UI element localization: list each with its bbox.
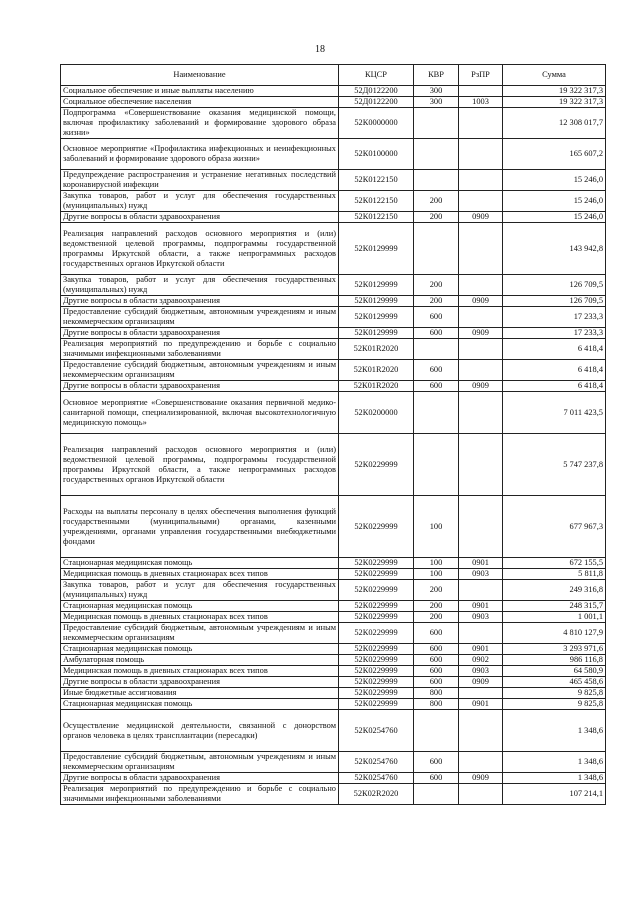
table-row	[61, 381, 606, 392]
table-row	[61, 275, 606, 296]
row-kvr: 600	[414, 307, 459, 328]
row-sum: 249 316,8	[503, 580, 606, 601]
row-name: Другие вопросы в области здравоохранения	[61, 212, 339, 223]
row-rzpr	[459, 339, 503, 360]
table-row	[61, 688, 606, 699]
row-kvr: 200	[414, 612, 459, 623]
table-row	[61, 223, 606, 275]
row-sum: 126 709,5	[503, 275, 606, 296]
row-kcsr: 52К0254760	[339, 710, 414, 752]
row-rzpr	[459, 580, 503, 601]
row-name: Другие вопросы в области здравоохранения	[61, 296, 339, 307]
row-name: Предоставление субсидий бюджетным, автономным учреждениям и иным некоммерческим организациям	[61, 307, 339, 328]
row-rzpr	[459, 360, 503, 381]
row-sum: 465 458,6	[503, 677, 606, 688]
row-kvr: 800	[414, 699, 459, 710]
header-kcsr: КЦСР	[339, 65, 414, 86]
row-kcsr: 52К0122150	[339, 191, 414, 212]
table-row	[61, 666, 606, 677]
row-rzpr: 0901	[459, 644, 503, 655]
row-name: Предоставление субсидий бюджетным, автономным учреждениям и иным некоммерческим организациям	[61, 752, 339, 773]
row-name: Реализация направлений расходов основного мероприятия и (или) ведомственной целевой программы, подпрограммы государственной программы Иркутской области, а также непрограммных расходов государственных органов Иркутской области	[61, 434, 339, 496]
row-kvr: 200	[414, 275, 459, 296]
row-rzpr: 0903	[459, 612, 503, 623]
row-sum: 6 418,4	[503, 360, 606, 381]
table-body	[61, 86, 606, 805]
table-row	[61, 392, 606, 434]
row-sum: 12 308 017,7	[503, 108, 606, 139]
row-name: Основное мероприятие «Совершенствование оказания первичной медико-санитарной помощи, специализированной, включая высокотехнологичную медицинскую помощь»	[61, 392, 339, 434]
row-rzpr	[459, 784, 503, 805]
row-name: Реализация мероприятий по предупреждению и борьбе с социально значимыми инфекционными заболеваниями	[61, 339, 339, 360]
row-name: Осуществление медицинской деятельности, связанной с донорством органов человека в целях трансплантации (пересадки)	[61, 710, 339, 752]
row-name: Амбулаторная помощь	[61, 655, 339, 666]
row-rzpr: 1003	[459, 97, 503, 108]
table-row	[61, 601, 606, 612]
row-sum: 15 246,0	[503, 212, 606, 223]
row-kcsr: 52К0229999	[339, 601, 414, 612]
row-sum: 986 116,8	[503, 655, 606, 666]
table-row	[61, 360, 606, 381]
row-name: Реализация мероприятий по предупреждению и борьбе с социально значимыми инфекционными заболеваниями	[61, 784, 339, 805]
row-kcsr: 52К0229999	[339, 666, 414, 677]
row-sum: 1 348,6	[503, 773, 606, 784]
row-rzpr	[459, 710, 503, 752]
row-sum: 17 233,3	[503, 328, 606, 339]
table-row	[61, 86, 606, 97]
row-kcsr: 52К0000000	[339, 108, 414, 139]
row-name: Другие вопросы в области здравоохранения	[61, 773, 339, 784]
row-kvr: 100	[414, 558, 459, 569]
row-rzpr	[459, 191, 503, 212]
row-kcsr: 52К0229999	[339, 558, 414, 569]
row-kcsr: 52К0100000	[339, 139, 414, 170]
row-kvr: 600	[414, 677, 459, 688]
row-rzpr: 0909	[459, 328, 503, 339]
row-kvr: 100	[414, 496, 459, 558]
row-name: Подпрограмма «Совершенствование оказания медицинской помощи, включая профилактику заболеваний и формирование здорового образа жизни»	[61, 108, 339, 139]
row-sum: 248 315,7	[503, 601, 606, 612]
row-kcsr: 52К0229999	[339, 655, 414, 666]
row-kcsr: 52К0129999	[339, 328, 414, 339]
header-kvr: КВР	[414, 65, 459, 86]
row-kcsr: 52Д0122200	[339, 86, 414, 97]
table-row	[61, 699, 606, 710]
row-kcsr: 52К01R2020	[339, 381, 414, 392]
table-header-row	[61, 65, 606, 86]
row-sum: 5 811,8	[503, 569, 606, 580]
row-rzpr: 0909	[459, 212, 503, 223]
row-kcsr: 52К0200000	[339, 392, 414, 434]
row-kcsr: 52К0254760	[339, 752, 414, 773]
row-kvr	[414, 139, 459, 170]
row-rzpr	[459, 275, 503, 296]
row-name: Стационарная медицинская помощь	[61, 699, 339, 710]
table-row	[61, 307, 606, 328]
row-kvr: 300	[414, 86, 459, 97]
row-kvr: 300	[414, 97, 459, 108]
row-sum: 9 825,8	[503, 688, 606, 699]
row-rzpr: 0903	[459, 666, 503, 677]
row-sum: 677 967,3	[503, 496, 606, 558]
row-sum: 1 348,6	[503, 710, 606, 752]
row-kcsr: 52К0129999	[339, 307, 414, 328]
row-name: Другие вопросы в области здравоохранения	[61, 677, 339, 688]
table-row	[61, 580, 606, 601]
row-rzpr	[459, 392, 503, 434]
row-kvr: 200	[414, 212, 459, 223]
budget-table	[60, 64, 606, 805]
row-sum: 4 810 127,9	[503, 623, 606, 644]
row-name: Стационарная медицинская помощь	[61, 644, 339, 655]
row-name: Другие вопросы в области здравоохранения	[61, 381, 339, 392]
row-kvr	[414, 784, 459, 805]
row-name: Расходы на выплаты персоналу в целях обеспечения выполнения функций государственными (муниципальными) органами, казенными учреждениями, органами управления государственными внебюджетными фондами	[61, 496, 339, 558]
table-row	[61, 139, 606, 170]
row-kvr: 600	[414, 773, 459, 784]
row-kcsr: 52Д0122200	[339, 97, 414, 108]
row-sum: 6 418,4	[503, 339, 606, 360]
table-row	[61, 752, 606, 773]
row-name: Предоставление субсидий бюджетным, автономным учреждениям и иным некоммерческим организациям	[61, 360, 339, 381]
row-kvr	[414, 223, 459, 275]
row-rzpr	[459, 307, 503, 328]
row-kcsr: 52К0229999	[339, 612, 414, 623]
row-sum: 64 580,9	[503, 666, 606, 677]
row-rzpr	[459, 752, 503, 773]
row-sum: 15 246,0	[503, 191, 606, 212]
table-row	[61, 434, 606, 496]
row-rzpr: 0909	[459, 296, 503, 307]
row-name: Другие вопросы в области здравоохранения	[61, 328, 339, 339]
row-name: Закупка товаров, работ и услуг для обеспечения государственных (муниципальных) нужд	[61, 580, 339, 601]
row-rzpr: 0909	[459, 677, 503, 688]
row-kvr: 600	[414, 666, 459, 677]
row-kvr: 200	[414, 601, 459, 612]
row-kcsr: 52К01R2020	[339, 339, 414, 360]
row-kvr	[414, 710, 459, 752]
table-row	[61, 328, 606, 339]
row-sum: 1 001,1	[503, 612, 606, 623]
row-rzpr	[459, 170, 503, 191]
row-sum: 672 155,5	[503, 558, 606, 569]
row-rzpr: 0909	[459, 381, 503, 392]
row-name: Закупка товаров, работ и услуг для обеспечения государственных (муниципальных) нужд	[61, 275, 339, 296]
row-rzpr	[459, 434, 503, 496]
row-kvr: 800	[414, 688, 459, 699]
header-rzpr: РзПР	[459, 65, 503, 86]
row-rzpr	[459, 86, 503, 97]
row-sum: 126 709,5	[503, 296, 606, 307]
row-kcsr: 52К0229999	[339, 699, 414, 710]
row-kvr: 600	[414, 623, 459, 644]
table-row	[61, 623, 606, 644]
row-kvr: 200	[414, 296, 459, 307]
table-row	[61, 773, 606, 784]
table-row	[61, 558, 606, 569]
row-name: Стационарная медицинская помощь	[61, 558, 339, 569]
row-kvr: 600	[414, 655, 459, 666]
table-row	[61, 569, 606, 580]
table-row	[61, 677, 606, 688]
row-kcsr: 52К0229999	[339, 580, 414, 601]
row-kcsr: 52К0229999	[339, 434, 414, 496]
table-row	[61, 644, 606, 655]
table-row	[61, 170, 606, 191]
header-sum: Сумма	[503, 65, 606, 86]
row-name: Предоставление субсидий бюджетным, автономным учреждениям и иным некоммерческим организациям	[61, 623, 339, 644]
row-kvr	[414, 170, 459, 191]
row-rzpr	[459, 108, 503, 139]
row-kcsr: 52К0229999	[339, 688, 414, 699]
row-name: Основное мероприятие «Профилактика инфекционных и неинфекционных заболеваний и формирование здорового образа жизни»	[61, 139, 339, 170]
row-kvr	[414, 339, 459, 360]
row-name: Иные бюджетные ассигнования	[61, 688, 339, 699]
row-kcsr: 52К0229999	[339, 644, 414, 655]
table-row	[61, 655, 606, 666]
row-name: Реализация направлений расходов основного мероприятия и (или) ведомственной целевой программы, подпрограммы государственной программы Иркутской области, а также непрограммных расходов государственных органов Иркутской области	[61, 223, 339, 275]
row-kvr	[414, 434, 459, 496]
row-rzpr: 0901	[459, 699, 503, 710]
row-kcsr: 52К0229999	[339, 569, 414, 580]
row-kcsr: 52К0122150	[339, 212, 414, 223]
row-kvr: 200	[414, 191, 459, 212]
table-row	[61, 191, 606, 212]
row-kcsr: 52К0129999	[339, 275, 414, 296]
row-kcsr: 52К0229999	[339, 496, 414, 558]
row-sum: 9 825,8	[503, 699, 606, 710]
row-rzpr	[459, 496, 503, 558]
row-kcsr: 52К0129999	[339, 296, 414, 307]
row-sum: 19 322 317,3	[503, 86, 606, 97]
row-kcsr: 52К02R2020	[339, 784, 414, 805]
table-row	[61, 296, 606, 307]
row-sum: 7 011 423,5	[503, 392, 606, 434]
row-kvr: 600	[414, 644, 459, 655]
row-kvr: 600	[414, 328, 459, 339]
row-rzpr	[459, 688, 503, 699]
row-sum: 15 246,0	[503, 170, 606, 191]
table-row	[61, 784, 606, 805]
row-sum: 107 214,1	[503, 784, 606, 805]
table-row	[61, 108, 606, 139]
row-rzpr: 0901	[459, 601, 503, 612]
row-rzpr: 0902	[459, 655, 503, 666]
row-kvr: 600	[414, 381, 459, 392]
table-row	[61, 612, 606, 623]
row-name: Социальное обеспечение и иные выплаты населению	[61, 86, 339, 97]
row-name: Медицинская помощь в дневных стационарах всех типов	[61, 569, 339, 580]
row-kcsr: 52К0229999	[339, 677, 414, 688]
row-rzpr	[459, 139, 503, 170]
row-name: Медицинская помощь в дневных стационарах всех типов	[61, 666, 339, 677]
table-row	[61, 212, 606, 223]
row-kvr: 200	[414, 580, 459, 601]
row-name: Медицинская помощь в дневных стационарах всех типов	[61, 612, 339, 623]
row-rzpr	[459, 623, 503, 644]
row-name: Стационарная медицинская помощь	[61, 601, 339, 612]
row-rzpr: 0903	[459, 569, 503, 580]
row-sum: 143 942,8	[503, 223, 606, 275]
row-name: Закупка товаров, работ и услуг для обеспечения государственных (муниципальных) нужд	[61, 191, 339, 212]
page-number: 18	[315, 44, 325, 55]
row-kvr: 100	[414, 569, 459, 580]
row-sum: 19 322 317,3	[503, 97, 606, 108]
table-row	[61, 710, 606, 752]
row-rzpr: 0909	[459, 773, 503, 784]
table-row	[61, 339, 606, 360]
row-sum: 17 233,3	[503, 307, 606, 328]
row-kcsr: 52К0254760	[339, 773, 414, 784]
row-sum: 165 607,2	[503, 139, 606, 170]
row-sum: 6 418,4	[503, 381, 606, 392]
row-sum: 5 747 237,8	[503, 434, 606, 496]
row-kvr	[414, 108, 459, 139]
row-sum: 1 348,6	[503, 752, 606, 773]
table-row	[61, 496, 606, 558]
header-name: Наименование	[61, 65, 339, 86]
table-row	[61, 97, 606, 108]
row-kvr: 600	[414, 360, 459, 381]
row-name: Предупреждение распространения и устранение негативных последствий коронавирусной инфекции	[61, 170, 339, 191]
row-rzpr	[459, 223, 503, 275]
row-rzpr: 0901	[459, 558, 503, 569]
row-name: Социальное обеспечение населения	[61, 97, 339, 108]
row-kcsr: 52К01R2020	[339, 360, 414, 381]
row-kcsr: 52К0229999	[339, 623, 414, 644]
row-kvr	[414, 392, 459, 434]
row-kcsr: 52К0122150	[339, 170, 414, 191]
row-kvr: 600	[414, 752, 459, 773]
row-sum: 3 293 971,6	[503, 644, 606, 655]
row-kcsr: 52К0129999	[339, 223, 414, 275]
